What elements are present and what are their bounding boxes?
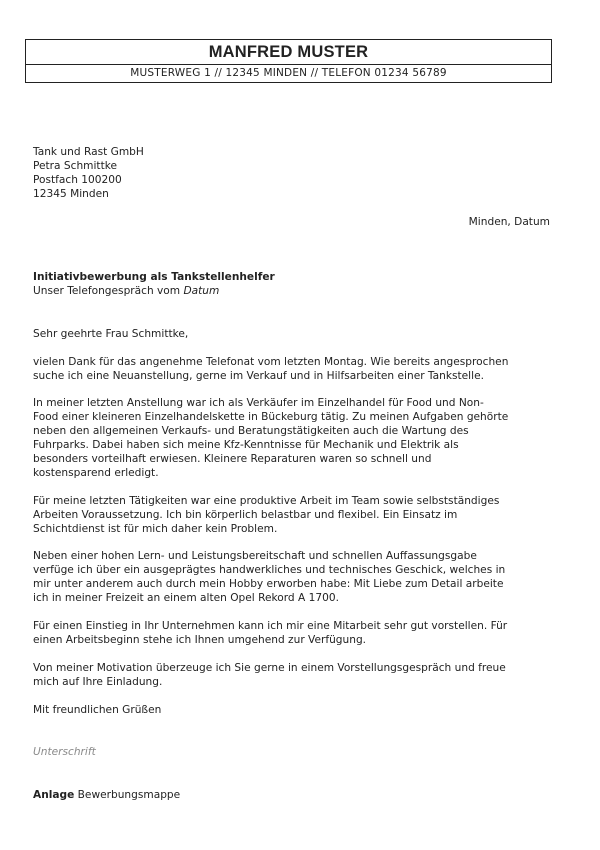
paragraph-line: Food einer kleineren Einzelhandelskette in Bückeburg tätig. Zu meinen Aufgaben gehörte	[33, 411, 509, 423]
paragraph-line: mir unter anderem auch durch mein Hobby erworben habe: Mit Liebe zum Detail arbeite	[33, 578, 504, 590]
paragraph-line: vielen Dank für das angenehme Telefonat vom letzten Montag. Wie bereits angesprochen	[33, 356, 509, 368]
paragraph-line: Für einen Einstieg in Ihr Unternehmen kann ich mir eine Mitarbeit sehr gut vorstellen. Für	[33, 620, 508, 632]
paragraph-line: suche ich eine Neuanstellung, gerne im Verkauf und in Hilfsarbeiten einer Tankstelle.	[33, 370, 484, 382]
salutation: Sehr geehrte Frau Schmittke,	[33, 328, 189, 340]
recipient-city: 12345 Minden	[33, 188, 109, 200]
date-line: Minden, Datum	[468, 216, 550, 228]
paragraph-line: einen Arbeitsbeginn stehe ich Ihnen umgehend zur Verfügung.	[33, 634, 367, 646]
subject-reference-date: Datum	[183, 285, 220, 297]
sender-name: MANFRED MUSTER	[26, 40, 551, 65]
attachment-line	[33, 788, 553, 802]
paragraph-4	[33, 549, 553, 605]
paragraph-3	[33, 494, 553, 536]
attachment-text: Bewerbungsmappe	[74, 789, 181, 801]
subject-title: Initiativbewerbung als Tankstellenhelfer	[33, 271, 275, 283]
paragraph-line: kostensparend erledigt.	[33, 467, 159, 479]
paragraph-5	[33, 619, 553, 647]
letterhead	[25, 39, 552, 83]
recipient-postbox: Postfach 100200	[33, 174, 122, 186]
recipient-person: Petra Schmittke	[33, 160, 118, 172]
recipient-address	[33, 145, 553, 201]
paragraph-line: verfüge ich über ein ausgeprägtes handwerkliches und technisches Geschick, welches in	[33, 564, 506, 576]
recipient-company: Tank und Rast GmbH	[33, 146, 144, 158]
paragraph-line: Arbeiten Voraussetzung. Ich bin körperlich belastbar und flexibel. Ein Einsatz im	[33, 509, 458, 521]
subject-reference-prefix: Unser Telefongespräch vom	[33, 285, 184, 297]
paragraph-2	[33, 396, 553, 480]
subject-block	[33, 270, 553, 298]
paragraph-line: Von meiner Motivation überzeuge ich Sie gerne in einem Vorstellungsgespräch und freue	[33, 662, 506, 674]
paragraph-line: neben den allgemeinen Verkaufs- und Beratungstätigkeiten auch die Wartung des	[33, 425, 469, 437]
paragraph-line: ich in meiner Freizeit an einem alten Opel Rekord A 1700.	[33, 592, 339, 604]
paragraph-6	[33, 661, 553, 689]
attachment-label: Anlage	[33, 789, 75, 801]
paragraph-line: Fuhrparks. Dabei haben sich meine Kfz-Kenntnisse für Mechanik und Elektrik als	[33, 439, 459, 451]
paragraph-line: Für meine letzten Tätigkeiten war eine produktive Arbeit im Team sowie selbstständiges	[33, 495, 500, 507]
paragraph-1	[33, 355, 553, 383]
paragraph-line: Neben einer hohen Lern- und Leistungsbereitschaft und schnellen Auffassungsgabe	[33, 550, 477, 562]
paragraph-line: Schichtdienst ist für mich daher kein Problem.	[33, 523, 278, 535]
subject-reference	[33, 284, 553, 298]
closing: Mit freundlichen Grüßen	[33, 704, 162, 716]
signature-placeholder: Unterschrift	[33, 746, 96, 758]
paragraph-line: mich auf Ihre Einladung.	[33, 676, 163, 688]
sender-address: MUSTERWEG 1 // 12345 MINDEN // TELEFON 01234 56789	[130, 67, 447, 79]
paragraph-line: besonders vorteilhaft erwiesen. Kleinere Reparaturen waren so schnell und	[33, 453, 432, 465]
paragraph-line: In meiner letzten Anstellung war ich als Verkäufer im Einzelhandel für Food und Non-	[33, 397, 484, 409]
